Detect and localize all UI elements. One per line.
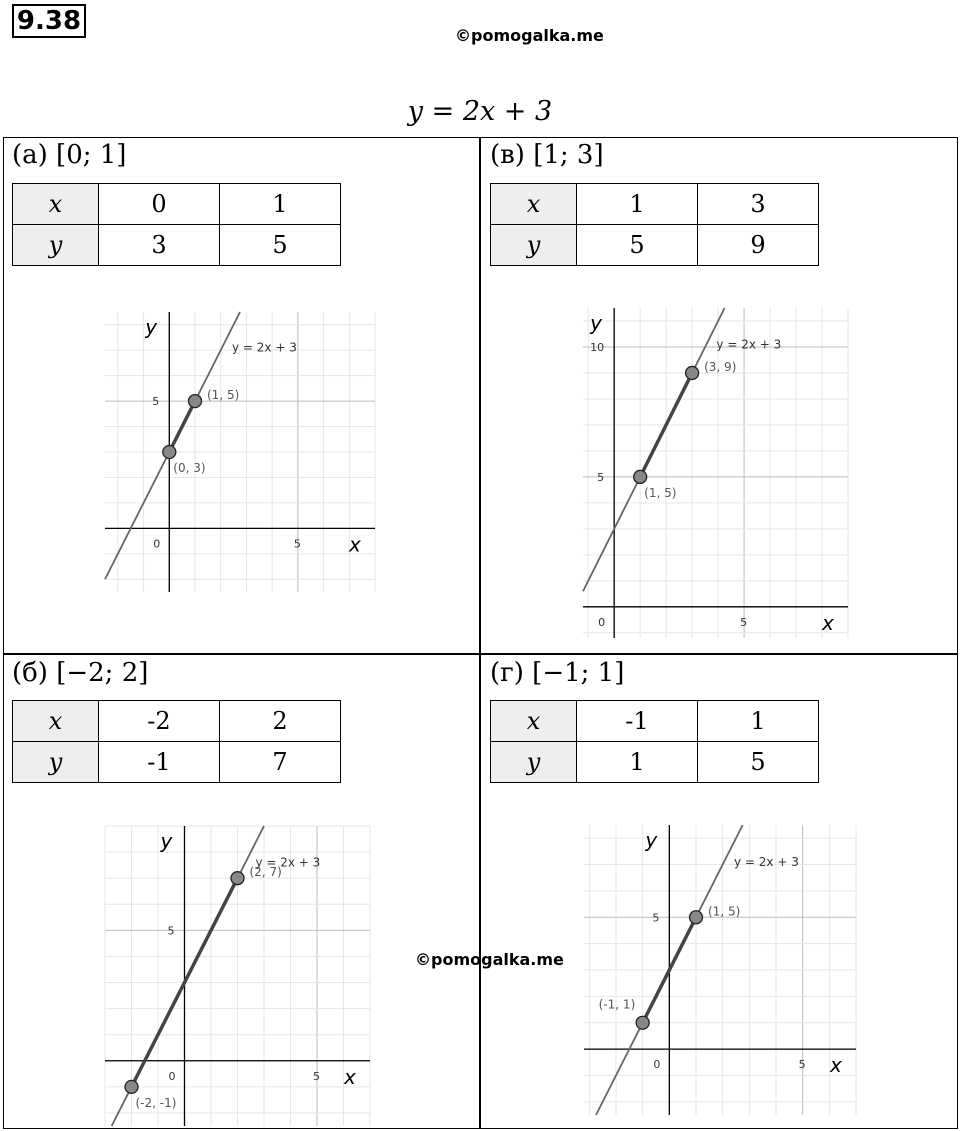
- x-value: 1: [220, 184, 341, 225]
- problem-number: 9.38: [12, 4, 86, 38]
- y-tick-label: 10: [590, 340, 605, 354]
- watermark-top: ©pomogalka.me: [455, 26, 604, 45]
- data-point: [636, 1016, 649, 1029]
- point-label: (2, 7): [249, 865, 282, 880]
- x-header: x: [13, 701, 99, 742]
- x-tick-label: 0: [153, 537, 161, 551]
- y-value: 1: [577, 742, 698, 783]
- panel-c-graph: [105, 826, 370, 1126]
- y-header: y: [491, 225, 577, 266]
- function-label: y = 2x + 3: [734, 854, 799, 869]
- grid-divider-horizontal: [3, 653, 958, 655]
- x-axis-label: x: [822, 610, 834, 635]
- y-tick-label: 5: [152, 395, 160, 409]
- x-tick-label: 5: [798, 1058, 806, 1072]
- y-value: 5: [577, 225, 698, 266]
- point-label: (0, 3): [173, 461, 206, 475]
- x-header: x: [491, 701, 577, 742]
- y-header: y: [491, 742, 577, 783]
- x-value: -2: [99, 701, 220, 742]
- data-point: [634, 470, 647, 483]
- x-value: -1: [577, 701, 698, 742]
- point-label: (-2, -1): [135, 1095, 177, 1110]
- data-point: [125, 1080, 138, 1093]
- watermark-center: ©pomogalka.me: [415, 950, 564, 969]
- x-tick-label: 0: [598, 615, 606, 629]
- x-tick-label: 0: [653, 1058, 661, 1072]
- panel-b-graph: [583, 308, 848, 638]
- y-header: y: [13, 742, 99, 783]
- panel-b-table: [490, 183, 819, 266]
- data-point: [163, 446, 176, 459]
- x-axis-label: x: [344, 1064, 356, 1089]
- panel-c-table: [12, 700, 341, 783]
- y-value: 5: [220, 225, 341, 266]
- equation-title: y = 2x + 3: [407, 96, 553, 127]
- y-value: -1: [99, 742, 220, 783]
- y-value: 9: [698, 225, 819, 266]
- point-label: (3, 9): [704, 359, 737, 374]
- panel-b-label: (в) [1; 3]: [490, 140, 604, 170]
- y-axis-label: y: [590, 311, 603, 335]
- panel-d-graph: [584, 825, 856, 1115]
- panel-d-table: [490, 700, 819, 783]
- y-tick-label: 5: [597, 470, 605, 484]
- y-value: 7: [220, 742, 341, 783]
- panel-a-table: [12, 183, 341, 266]
- y-value: 3: [99, 225, 220, 266]
- grid-divider-vertical: [479, 137, 481, 1129]
- x-header: x: [13, 184, 99, 225]
- point-label: (1, 5): [644, 485, 677, 500]
- x-tick-label: 5: [313, 1069, 320, 1083]
- x-value: 3: [698, 184, 819, 225]
- data-point: [686, 366, 699, 379]
- function-label: y = 2x + 3: [232, 340, 297, 355]
- x-tick-label: 5: [740, 615, 748, 629]
- panel-c-label: (б) [−2; 2]: [12, 658, 149, 688]
- function-label: y = 2x + 3: [716, 337, 782, 352]
- x-axis-label: x: [830, 1053, 842, 1078]
- point-label: (1, 5): [207, 388, 240, 403]
- x-value: 0: [99, 184, 220, 225]
- data-point: [690, 911, 703, 924]
- data-point: [189, 395, 202, 408]
- x-header: x: [491, 184, 577, 225]
- y-axis-label: y: [160, 829, 173, 853]
- y-axis-label: y: [145, 315, 158, 339]
- x-value: 1: [577, 184, 698, 225]
- x-tick-label: 5: [293, 537, 301, 551]
- y-value: 5: [698, 742, 819, 783]
- data-point: [231, 872, 244, 885]
- x-value: 1: [698, 701, 819, 742]
- panel-d-label: (г) [−1; 1]: [490, 658, 625, 688]
- point-label: (1, 5): [708, 904, 741, 919]
- x-axis-label: x: [349, 532, 361, 557]
- y-tick-label: 5: [167, 924, 175, 938]
- function-label: y = 2x + 3: [255, 855, 321, 870]
- x-tick-label: 0: [168, 1069, 176, 1083]
- y-tick-label: 5: [652, 911, 660, 925]
- panel-a-label: (а) [0; 1]: [12, 140, 127, 170]
- y-header: y: [13, 225, 99, 266]
- point-label: (-1, 1): [598, 997, 636, 1012]
- x-value: 2: [220, 701, 341, 742]
- panel-a-graph: [105, 312, 375, 592]
- y-axis-label: y: [645, 828, 658, 852]
